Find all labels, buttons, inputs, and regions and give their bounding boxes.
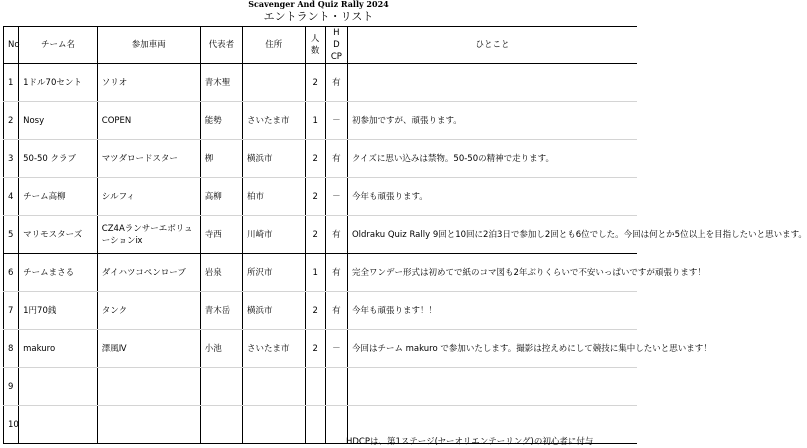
page-subtitle: エントラント・リスト [263, 10, 374, 23]
cell-address [243, 368, 306, 406]
cell-message: Oldraku Quiz Rally 9回と10回に2泊3日で参加し2回とも6位でした。今回は何とか5位以上を目指したいと思います。 [347, 216, 637, 254]
header-hdcp [325, 27, 347, 64]
cell-hdcp [325, 368, 347, 406]
header-hdcp-text: HDCP [330, 28, 342, 62]
table-row [4, 368, 638, 406]
cell-address: さいたま市 [243, 102, 306, 140]
cell-team: 1円70銭 [19, 292, 98, 330]
cell-people: 2 [305, 330, 325, 368]
header-people: 人数 [305, 27, 325, 64]
table-row [4, 292, 638, 330]
cell-rep: 小池 [200, 330, 242, 368]
page-title: Scavenger And Quiz Rally 2024 [248, 0, 389, 9]
cell-no: 3 [4, 140, 19, 178]
cell-rep: 青木岳 [200, 292, 242, 330]
table-row [4, 330, 638, 368]
cell-address [243, 406, 306, 444]
cell-team: makuro [19, 330, 98, 368]
cell-hdcp: 有 [325, 292, 347, 330]
cell-rep [200, 406, 242, 444]
cell-team: チームまさる [19, 254, 98, 292]
cell-rep: 栁 [200, 140, 242, 178]
cell-team [19, 406, 98, 444]
cell-team [19, 368, 98, 406]
cell-people [305, 368, 325, 406]
header-rep: 代表者 [200, 27, 242, 64]
cell-hdcp: － [325, 330, 347, 368]
cell-vehicle: タンク [97, 292, 200, 330]
cell-rep: 青木聖 [200, 64, 242, 102]
table-header-row [4, 27, 638, 64]
cell-hdcp: 有 [325, 254, 347, 292]
cell-rep [200, 368, 242, 406]
cell-people: 2 [305, 178, 325, 216]
cell-message [347, 64, 637, 102]
cell-people: 1 [305, 102, 325, 140]
cell-vehicle: ソリオ [97, 64, 200, 102]
cell-no: 2 [4, 102, 19, 140]
cell-people: 2 [305, 216, 325, 254]
entrant-table [3, 26, 807, 444]
cell-address: 横浜市 [243, 292, 306, 330]
cell-people: 2 [305, 64, 325, 102]
header-address: 住所 [243, 27, 306, 64]
header-team: チーム名 [19, 27, 98, 64]
cell-hdcp: 有 [325, 216, 347, 254]
cell-vehicle: COPEN [97, 102, 200, 140]
cell-team: Nosy [19, 102, 98, 140]
cell-vehicle [97, 368, 200, 406]
table-row [4, 64, 638, 102]
cell-hdcp: 有 [325, 64, 347, 102]
cell-no: 8 [4, 330, 19, 368]
cell-no: 10 [4, 406, 19, 444]
cell-address: 川崎市 [243, 216, 306, 254]
cell-vehicle: CZ4Aランサーエボリューションⅸ [97, 216, 200, 254]
cell-message: 今年も頑張ります！！ [347, 292, 637, 330]
cell-rep: 高柳 [200, 178, 242, 216]
cell-people: 2 [305, 140, 325, 178]
cell-people: 1 [305, 254, 325, 292]
cell-message: クイズに思い込みは禁物。50-50の精神で走ります。 [347, 140, 637, 178]
cell-message: 完全ワンデー形式は初めてで紙のコマ図も2年ぶりくらいで不安いっぱいですが頑張ります！ [347, 254, 637, 292]
cell-message: 今年も頑張ります。 [347, 178, 637, 216]
cell-address: さいたま市 [243, 330, 306, 368]
cell-hdcp [325, 406, 347, 444]
cell-vehicle: シルフィ [97, 178, 200, 216]
cell-vehicle: ダイハツコペンローブ [97, 254, 200, 292]
cell-people: 2 [305, 292, 325, 330]
footnote: HDCPは、第1ステージ(セーオリエンテーリング)の初心者に付与 [346, 437, 594, 447]
cell-team: マリモスターズ [19, 216, 98, 254]
cell-hdcp: 有 [325, 140, 347, 178]
cell-rep: 寺西 [200, 216, 242, 254]
cell-rep: 岩泉 [200, 254, 242, 292]
cell-no: 4 [4, 178, 19, 216]
cell-no: 5 [4, 216, 19, 254]
cell-rep: 能勢 [200, 102, 242, 140]
cell-address: 所沢市 [243, 254, 306, 292]
cell-no: 6 [4, 254, 19, 292]
cell-no: 9 [4, 368, 19, 406]
cell-vehicle [97, 406, 200, 444]
header-message: ひとこと [347, 27, 637, 64]
cell-hdcp: － [325, 102, 347, 140]
cell-team: チーム高柳 [19, 178, 98, 216]
cell-message: 初参加ですが、頑張ります。 [347, 102, 637, 140]
cell-no: 7 [4, 292, 19, 330]
table-row [4, 216, 638, 254]
cell-team: 50-50 クラブ [19, 140, 98, 178]
cell-people [305, 406, 325, 444]
cell-vehicle: マツダロードスター [97, 140, 200, 178]
header-no: No [4, 27, 19, 64]
cell-team: 1ドル70セント [19, 64, 98, 102]
cell-hdcp: － [325, 178, 347, 216]
cell-message [347, 368, 637, 406]
cell-no: 1 [4, 64, 19, 102]
cell-address [243, 64, 306, 102]
header-vehicle: 参加車両 [97, 27, 200, 64]
table-row [4, 254, 638, 292]
cell-vehicle: 澤風Ⅳ [97, 330, 200, 368]
table-row [4, 178, 638, 216]
table-row [4, 102, 638, 140]
cell-address: 柏市 [243, 178, 306, 216]
cell-address: 横浜市 [243, 140, 306, 178]
cell-message: 今回はチーム makuro で参加いたします。撮影は控えめにして競技に集中したいと思います！ [347, 330, 637, 368]
table-row [4, 140, 638, 178]
